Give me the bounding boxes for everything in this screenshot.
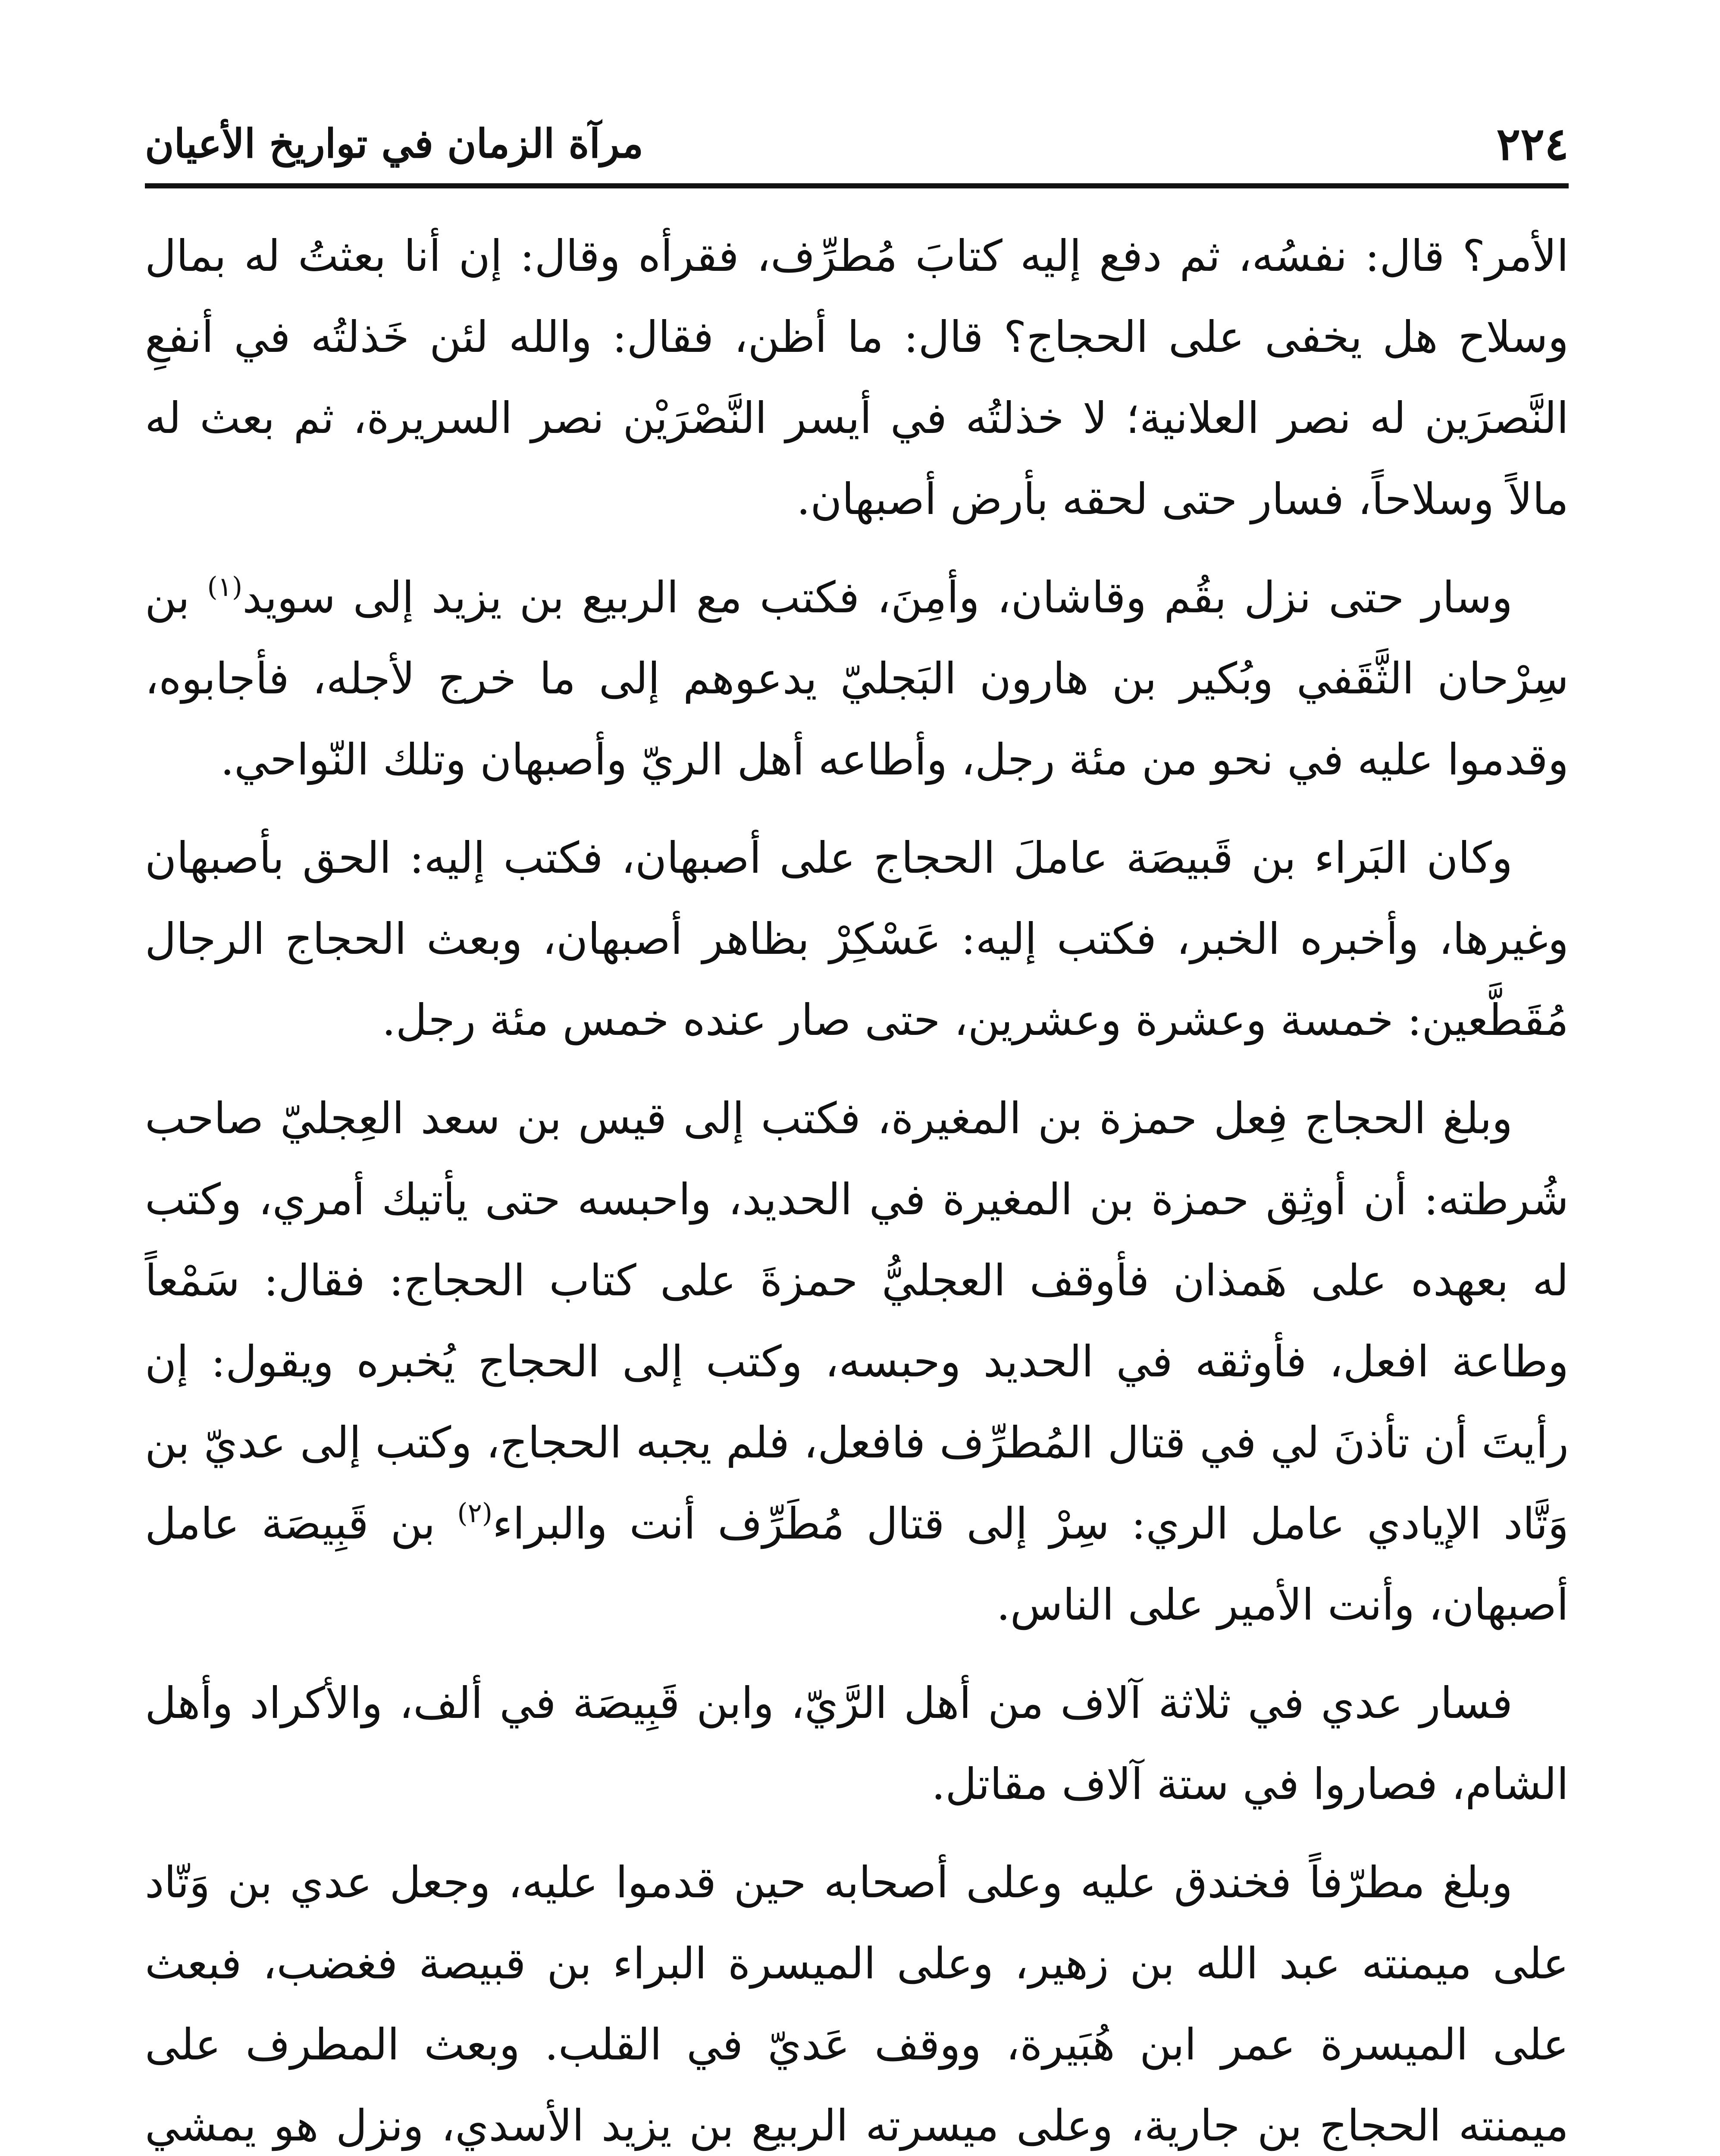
paragraph-6: وبلغ مطرّفاً فخندق عليه وعلى أصحابه حين قدموا عليه، وجعل عدي بن وَتّاد على ميمنته عبد الله بن زهير، وعلى الميسرة البراء بن قبيصة فغضب، فبعث على الميسرة عمر ابن هُبَيرة، ووقف عَديّ في القلب. وبعث المطرف على ميمنته الحجاج بن جارية، وعلى ميسرته الربيع بن يزيد الأسدي، ونزل هو يمشي	[145, 1857, 1569, 2151]
page-number: ٢٢٤	[1496, 117, 1569, 170]
paragraph-1: الأمر؟ قال: نفسُه، ثم دفع إليه كتابَ مُطرِّف، فقرأه وقال: إن أنا بعثتُ له بمال وسلاح هل يخفى على الحجاج؟ قال: ما أظن، فقال: والله لئن خَذلتُه في أنفعِ النَّصرَين له نصر العلانية؛ لا خذلتُه في أيسر النَّصْرَيْن نصر السريرة، ثم بعث له مالاً وسلاحاً، فسار حتى لحقه بأرض أصبهان.	[145, 231, 1569, 524]
paragraph-3: وكان البَراء بن قَبيصَة عاملَ الحجاج على أصبهان، فكتب إليه: الحق بأصبهان وغيرها، وأخبره الخبر، فكتب إليه: عَسْكِرْ بظاهر أصبهان، وبعث الحجاج الرجال مُقَطَّعين: خمسة وعشرة وعشرين، حتى صار عنده خمس مئة رجل.	[145, 833, 1569, 1045]
paragraph-4	[145, 1078, 1569, 1645]
page-header	[145, 111, 1569, 176]
header-rule	[145, 183, 1569, 188]
paragraph-2	[145, 557, 1569, 800]
paragraph-2-text-a: وسار حتى نزل بقُم وقاشان، وأمِنَ، فكتب مع الربيع بن يزيد إلى سويد	[242, 572, 1513, 623]
paragraph-5: فسار عدي في ثلاثة آلاف من أهل الرَّيّ، وابن قَبِيصَة في ألف، والأكراد وأهل الشام، فصاروا في ستة آلاف مقاتل.	[145, 1678, 1569, 1809]
body-text	[145, 216, 1569, 2156]
paragraph-2-text-b: بن سِرْحان الثَّقَفي وبُكير بن هارون البَجليّ يدعوهم إلى ما خرج لأجله، فأجابوه، وقدموا عليه في نحو من مئة رجل، وأطاعه أهل الريّ وأصبهان وتلك النّواحي.	[145, 572, 1569, 785]
paragraph-4-text-b: بن قَبِيصَة عامل أصبهان، وأنت الأمير على الناس.	[145, 1498, 1569, 1630]
footnote-ref-2[interactable]: (٢)	[457, 1497, 493, 1529]
running-title: مرآة الزمان في تواريخ الأعيان	[145, 120, 644, 167]
footnote-ref-1[interactable]: (١)	[207, 571, 243, 602]
paragraph-4-text-a: وبلغ الحجاج فِعل حمزة بن المغيرة، فكتب إلى قيس بن سعد العِجليّ صاحب شُرطته: أن أوثِق حمزة بن المغيرة في الحديد، واحبسه حتى يأتيك أمري، وكتب له بعهده على هَمذان فأوقف العجليُّ حمزةَ على كتاب الحجاج: فقال: سَمْعاً وطاعة افعل، فأوثقه في الحديد وحبسه، وكتب إلى الحجاج يُخبره ويقول: إن رأيتَ أن تأذنَ لي في قتال المُطرِّف فافعل، فلم يجبه الحجاج، وكتب إلى عديّ بن وَتَّاد الإيادي عامل الري: سِرْ إلى قتال مُطَرِّف أنت والبراء	[145, 1093, 1569, 1549]
